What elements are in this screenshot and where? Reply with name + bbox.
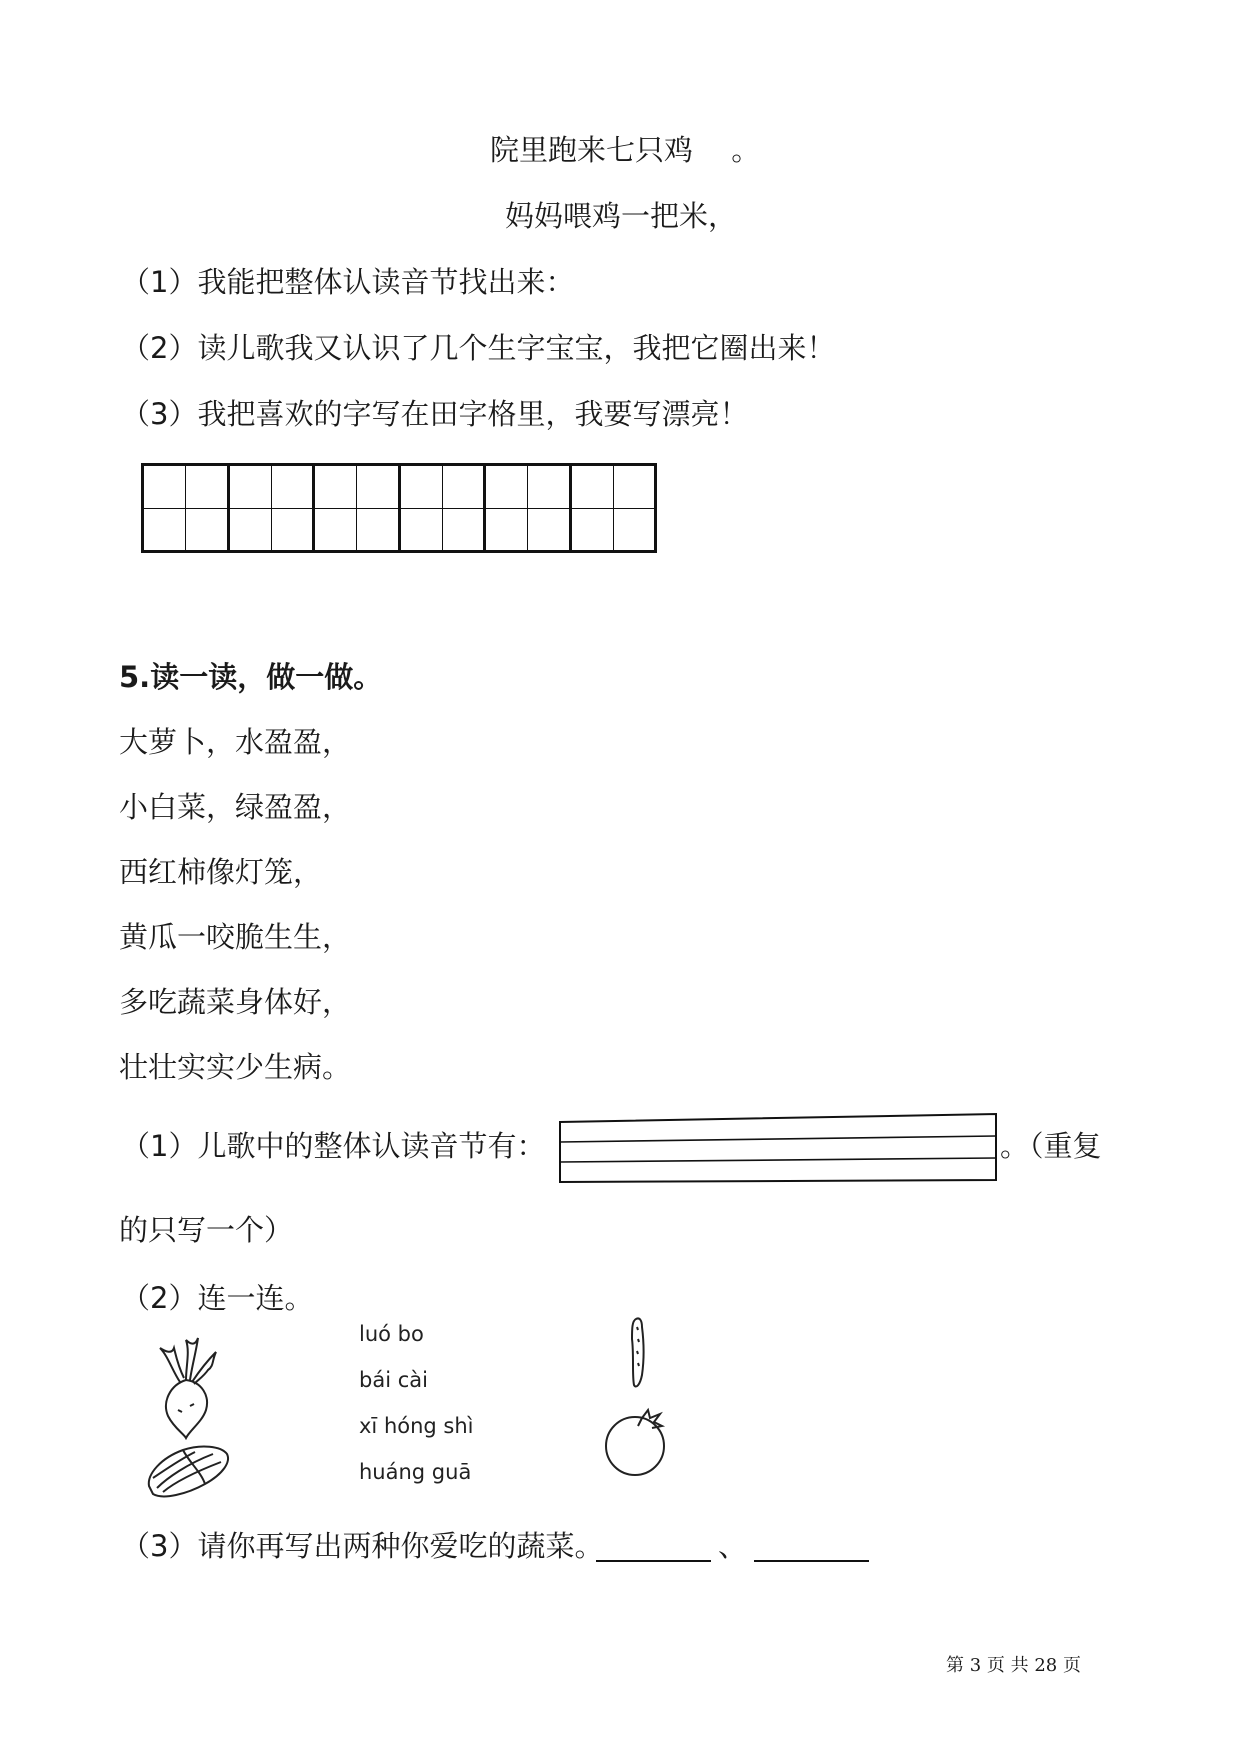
tianzige-cell[interactable] bbox=[315, 466, 401, 550]
q5-3-label: （3）请你再写出两种你爱吃的蔬菜。 bbox=[121, 1529, 604, 1563]
answer-blank-2[interactable] bbox=[754, 1532, 869, 1562]
pinyin-word[interactable]: bái cài bbox=[359, 1368, 428, 1392]
radish-icon[interactable] bbox=[150, 1330, 222, 1440]
q5-1-suffix: 。（重复 bbox=[1000, 1129, 1102, 1163]
section5-title: 5.读一读，做一做。 bbox=[119, 660, 383, 694]
poem5-line-2: 小白菜，绿盈盈， bbox=[119, 790, 352, 824]
q4-item-3: （3）我把喜欢的字写在田字格里，我要写漂亮！ bbox=[121, 397, 749, 431]
tianzige-cell[interactable] bbox=[144, 466, 230, 550]
tianzige-cell[interactable] bbox=[401, 466, 487, 550]
tianzige-grid[interactable] bbox=[141, 463, 657, 553]
q4-item-1: （1）我能把整体认读音节找出来： bbox=[121, 265, 575, 299]
page-footer: 第 3 页 共 28 页 bbox=[946, 1655, 1081, 1676]
tianzige-cell[interactable] bbox=[486, 466, 572, 550]
poem5-line-3: 西红柿像灯笼， bbox=[119, 855, 323, 889]
poem5-line-5: 多吃蔬菜身体好， bbox=[119, 985, 352, 1019]
poem-line-1: 院里跑来七只鸡 。 bbox=[490, 133, 761, 167]
poem5-line-4: 黄瓜一咬脆生生， bbox=[119, 920, 352, 954]
q5-1-cont: 的只写一个） bbox=[119, 1213, 294, 1247]
cucumber-icon[interactable] bbox=[624, 1315, 652, 1391]
pinyin-word[interactable]: huáng guā bbox=[359, 1460, 472, 1484]
answer-blank-1[interactable] bbox=[596, 1532, 711, 1562]
q5-2-label: （2）连一连。 bbox=[121, 1281, 314, 1315]
pinyin-word[interactable]: luó bo bbox=[359, 1322, 424, 1346]
pinyin-writing-lines[interactable] bbox=[558, 1110, 998, 1184]
poem5-line-6: 壮壮实实少生病。 bbox=[119, 1050, 352, 1084]
tomato-icon[interactable] bbox=[602, 1404, 672, 1478]
q4-item-2: （2）读儿歌我又认识了几个生字宝宝，我把它圈出来！ bbox=[121, 331, 836, 365]
poem-line-2: 妈妈喂鸡一把米， bbox=[505, 199, 738, 233]
tianzige-cell[interactable] bbox=[572, 466, 655, 550]
cabbage-icon[interactable] bbox=[143, 1442, 235, 1500]
tianzige-cell[interactable] bbox=[230, 466, 316, 550]
poem5-line-1: 大萝卜，水盈盈， bbox=[119, 725, 352, 759]
q5-3-separator: 、 bbox=[718, 1529, 748, 1563]
q5-1-label: （1）儿歌中的整体认读音节有： bbox=[121, 1129, 546, 1163]
pinyin-word[interactable]: xī hóng shì bbox=[359, 1414, 474, 1438]
